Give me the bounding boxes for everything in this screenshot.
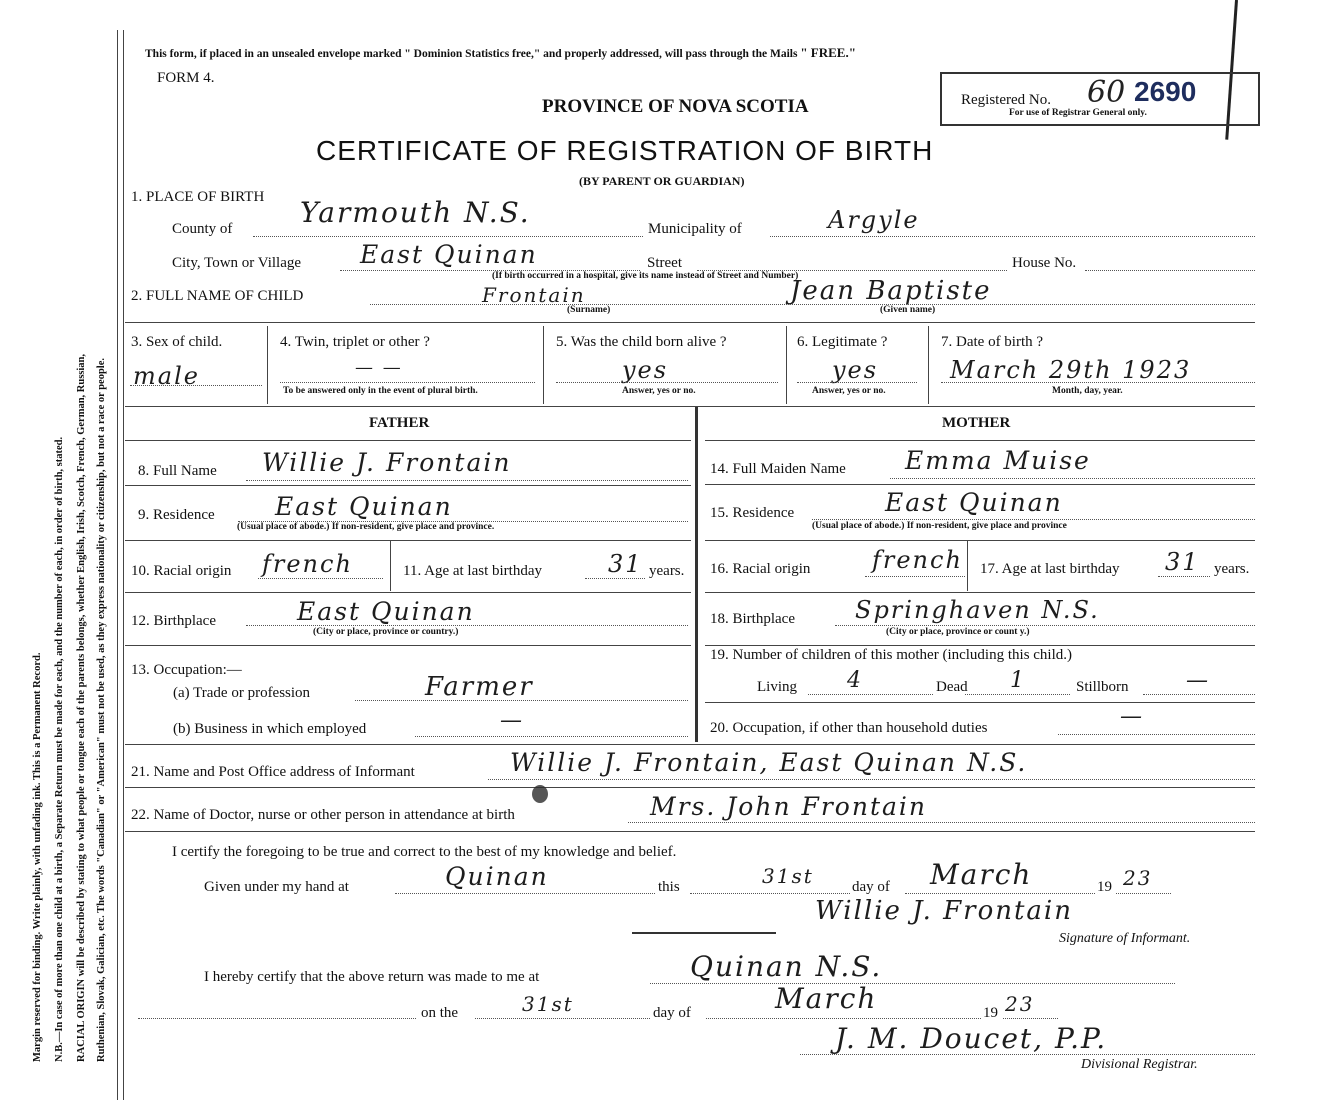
registrar-month-line [706, 1018, 981, 1019]
given-under-label: Given under my hand at [204, 879, 349, 895]
mother-rule-1 [705, 440, 1255, 441]
father-business-value: — [500, 708, 524, 733]
given-place-value: Quinan [445, 862, 549, 891]
mother-racial-age-divider [967, 541, 968, 591]
dead-value: 1 [1010, 668, 1026, 693]
registrar-year-suffix: 23 [1005, 992, 1035, 1016]
mother-heading: MOTHER [942, 415, 1011, 431]
father-rule-3 [125, 540, 691, 541]
mother-age-value: 31 [1165, 548, 1200, 576]
mother-rule-6 [705, 702, 1255, 703]
hospital-note: (If birth occurred in a hospital, give its name instead of Street and Number) [492, 271, 799, 281]
racial-origin-note-1: RACIAL ORIGIN will be described by stating to what people or tongue each of the parents belongs, whether English, Irish, Scotch, French, German, Russian, [76, 353, 87, 1062]
sex-value: male [133, 362, 200, 390]
father-rule-4 [125, 592, 691, 593]
mother-residence-value: East Quinan [885, 488, 1063, 517]
registered-label: Registered No. [961, 92, 1051, 108]
date-of-birth-value: March 29th 1923 [950, 356, 1192, 384]
legitimate-value: yes [832, 356, 879, 384]
registrar-day-value: 31st [522, 992, 574, 1016]
father-trade-label: (a) Trade or profession [173, 685, 311, 701]
registered-number-box [940, 72, 1260, 126]
twin-value: — — [355, 357, 403, 378]
ink-blot [532, 785, 548, 803]
informant-value: Willie J. Frontain, East Quinan N.S. [510, 748, 1028, 777]
mother-racial-value: french [872, 546, 963, 574]
mother-rule-2 [705, 484, 1255, 485]
attendant-line [628, 822, 1255, 823]
father-trade-line [355, 700, 688, 701]
certificate-title: CERTIFICATE OF REGISTRATION OF BIRTH [316, 135, 934, 166]
sex-label: 3. Sex of child. [131, 334, 223, 350]
born-alive-note: Answer, yes or no. [622, 386, 696, 396]
father-birthplace-value: East Quinan [297, 597, 475, 626]
father-rule-1 [125, 440, 691, 441]
registrar-day-line [475, 1018, 650, 1019]
mother-age-line [1158, 576, 1210, 577]
on-the-label: on the [421, 1005, 459, 1021]
registrar-place-value: Quinan N.S. [690, 950, 883, 983]
father-rule-2 [125, 485, 691, 486]
child-given-name-value: Jean Baptiste [790, 276, 992, 306]
month-value: March [930, 858, 1033, 891]
father-name-label: 8. Full Name [138, 463, 217, 479]
father-racial-value: french [262, 550, 353, 578]
registrar-year-line [1003, 1018, 1058, 1019]
registrar-signature: J. M. Doucet, P.P. [835, 1022, 1108, 1055]
born-alive-line [556, 382, 778, 383]
row3-divider-2 [543, 326, 544, 404]
registrar-lead-line [138, 1018, 416, 1019]
informant-signature-caption: Signature of Informant. [1059, 931, 1191, 946]
attendant-label: 22. Name of Doctor, nurse or other person in attendance at birth [131, 807, 515, 823]
mother-residence-line [812, 519, 1255, 520]
mother-name-line [890, 478, 1255, 479]
father-birthplace-note: (City or place, province or country.) [313, 627, 459, 637]
municipality-line [770, 236, 1255, 237]
rule-above-attendant [125, 787, 1255, 788]
surname-caption: (Surname) [567, 305, 611, 315]
mother-age-unit: years. [1214, 561, 1250, 577]
informant-signature: Willie J. Frontain [815, 896, 1073, 926]
house-number-line [1085, 270, 1255, 271]
registrar-year-prefix: 19 [983, 1005, 998, 1021]
born-alive-value: yes [622, 356, 669, 384]
father-business-line [415, 736, 688, 737]
father-racial-line [258, 578, 383, 579]
stillborn-label: Stillborn [1076, 679, 1129, 695]
legitimate-label: 6. Legitimate ? [797, 334, 888, 350]
registrar-caption: Divisional Registrar. [1081, 1057, 1198, 1072]
given-name-caption: (Given name) [880, 305, 936, 315]
row3-divider-3 [786, 326, 787, 404]
county-line [253, 236, 643, 237]
mother-name-value: Emma Muise [905, 446, 1091, 475]
mother-residence-note: (Usual place of abode.) If non-resident, give place and province [812, 521, 1067, 531]
father-occupation-label: 13. Occupation:— [131, 662, 242, 678]
father-residence-label: 9. Residence [138, 507, 215, 523]
mother-rule-5 [705, 645, 1255, 646]
margin-note: Margin reserved for binding. Write plainly, with unfading ink. This is a Permanent Record. [32, 652, 43, 1062]
legitimate-line [797, 382, 917, 383]
nb-note: N.B.—In case of more than one child at a birth, a Separate Return must be made for each, and the number of each, in order of birth, stated. [54, 436, 65, 1062]
registered-stamped: 2690 [1134, 76, 1197, 107]
mother-residence-label: 15. Residence [710, 505, 795, 521]
registered-handwritten: 60 [1087, 75, 1126, 110]
year-suffix: 23 [1123, 866, 1153, 890]
county-label: County of [172, 221, 233, 237]
registrar-day-of-label: day of [653, 1005, 691, 1021]
mother-birthplace-label: 18. Birthplace [710, 611, 795, 627]
registrar-statement: I hereby certify that the above return was made to me at [204, 969, 540, 985]
mother-birthplace-note: (City or place, province or count y.) [886, 627, 1030, 637]
binding-margin [0, 0, 120, 1107]
month-line [905, 893, 1095, 894]
place-of-birth-label: 1. PLACE OF BIRTH [131, 189, 265, 205]
parents-column-divider [695, 407, 698, 742]
form-number: FORM 4. [157, 70, 215, 86]
mother-occupation-value: — [1120, 704, 1144, 729]
date-of-birth-label: 7. Date of birth ? [941, 334, 1044, 350]
mother-rule-4 [705, 592, 1255, 593]
certification-statement: I certify the foregoing to be true and correct to the best of my knowledge and belief. [172, 844, 677, 860]
mother-racial-line [865, 576, 965, 577]
father-business-label: (b) Business in which employed [173, 721, 367, 737]
father-heading: FATHER [369, 415, 430, 431]
twin-label: 4. Twin, triplet or other ? [280, 334, 430, 350]
father-racial-age-divider [390, 541, 391, 591]
rule-above-certification [125, 831, 1255, 832]
born-alive-label: 5. Was the child born alive ? [556, 334, 727, 350]
registrar-place-line [650, 983, 1175, 984]
mail-notice: This form, if placed in an unsealed envelope marked " Dominion Statistics free," and properly addressed, will pass through the Mails " FREE." [145, 45, 856, 60]
day-of-label: day of [852, 879, 890, 895]
registrar-month-value: March [775, 982, 878, 1015]
living-value: 4 [847, 668, 863, 693]
mother-birthplace-line [835, 625, 1255, 626]
father-name-value: Willie J. Frontain [262, 448, 512, 477]
this-label: this [658, 879, 680, 895]
mother-occupation-line [1058, 734, 1255, 735]
date-of-birth-note: Month, day, year. [1052, 386, 1123, 396]
stillborn-line [1143, 694, 1255, 695]
child-name-label: 2. FULL NAME OF CHILD [131, 288, 304, 304]
informant-line [488, 779, 1255, 780]
racial-origin-note-2: Ruthenian, Slovak, Galician, etc. The words "Canadian" or "American" must not be used, as they express nationality or citizenship, but not a race or people. [96, 357, 107, 1062]
given-place-line [395, 893, 655, 894]
attendant-value: Mrs. John Frontain [650, 792, 927, 821]
year-line [1116, 893, 1171, 894]
father-rule-5 [125, 645, 691, 646]
margin-rule-inner [123, 30, 124, 1100]
municipality-value: Argyle [828, 206, 920, 234]
stillborn-value: — [1186, 668, 1210, 693]
street-label: Street [647, 255, 682, 271]
living-label: Living [757, 679, 797, 695]
mother-name-label: 14. Full Maiden Name [710, 461, 846, 477]
margin-rule-outer [117, 30, 118, 1100]
row3-divider-1 [267, 326, 268, 404]
children-count-label: 19. Number of children of this mother (including this child.) [710, 647, 1073, 663]
sex-line [130, 385, 262, 386]
mother-birthplace-value: Springhaven N.S. [855, 596, 1100, 624]
registrar-only-note: For use of Registrar General only. [1009, 108, 1147, 118]
this-day-line [690, 893, 850, 894]
year-prefix: 19 [1097, 879, 1112, 895]
mother-age-label: 17. Age at last birthday [980, 561, 1120, 577]
registrar-signature-line [800, 1054, 1255, 1055]
municipality-label: Municipality of [648, 221, 742, 237]
mother-occupation-label: 20. Occupation, if other than household duties [710, 720, 988, 736]
father-age-label: 11. Age at last birthday [403, 563, 542, 579]
father-birthplace-label: 12. Birthplace [131, 613, 216, 629]
twin-note: To be answered only in the event of plural birth. [283, 386, 478, 396]
this-day-value: 31st [762, 864, 814, 888]
legitimate-note: Answer, yes or no. [812, 386, 886, 396]
rule-above-informant [125, 744, 1255, 745]
mother-racial-label: 16. Racial origin [710, 561, 811, 577]
father-trade-value: Farmer [425, 672, 534, 702]
rule-above-row3 [125, 322, 1255, 323]
date-of-birth-line [941, 382, 1255, 383]
child-name-line [370, 304, 1255, 305]
house-number-label: House No. [1012, 255, 1077, 271]
rule-above-parents [125, 406, 1255, 407]
father-residence-value: East Quinan [275, 492, 453, 521]
province-title: PROVINCE OF NOVA SCOTIA [542, 96, 809, 117]
city-label: City, Town or Village [172, 255, 302, 271]
mother-rule-3 [705, 540, 1255, 541]
dead-line [965, 694, 1070, 695]
father-age-line [585, 578, 645, 579]
row3-divider-4 [928, 326, 929, 404]
father-name-line [246, 480, 688, 481]
dead-label: Dead [936, 679, 968, 695]
father-racial-label: 10. Racial origin [131, 563, 232, 579]
informant-label: 21. Name and Post Office address of Informant [131, 764, 415, 780]
county-value: Yarmouth N.S. [300, 196, 531, 229]
father-residence-note: (Usual place of abode.) If non-resident, give place and province. [237, 522, 495, 532]
father-age-unit: years. [649, 563, 685, 579]
twin-line [280, 382, 535, 383]
father-age-value: 31 [608, 550, 643, 578]
child-surname-value: Frontain [482, 283, 586, 307]
father-birthplace-line [246, 625, 688, 626]
living-line [808, 694, 933, 695]
certificate-subtitle: (BY PARENT OR GUARDIAN) [579, 174, 745, 188]
city-value: East Quinan [360, 240, 538, 269]
seal-line [632, 932, 776, 934]
